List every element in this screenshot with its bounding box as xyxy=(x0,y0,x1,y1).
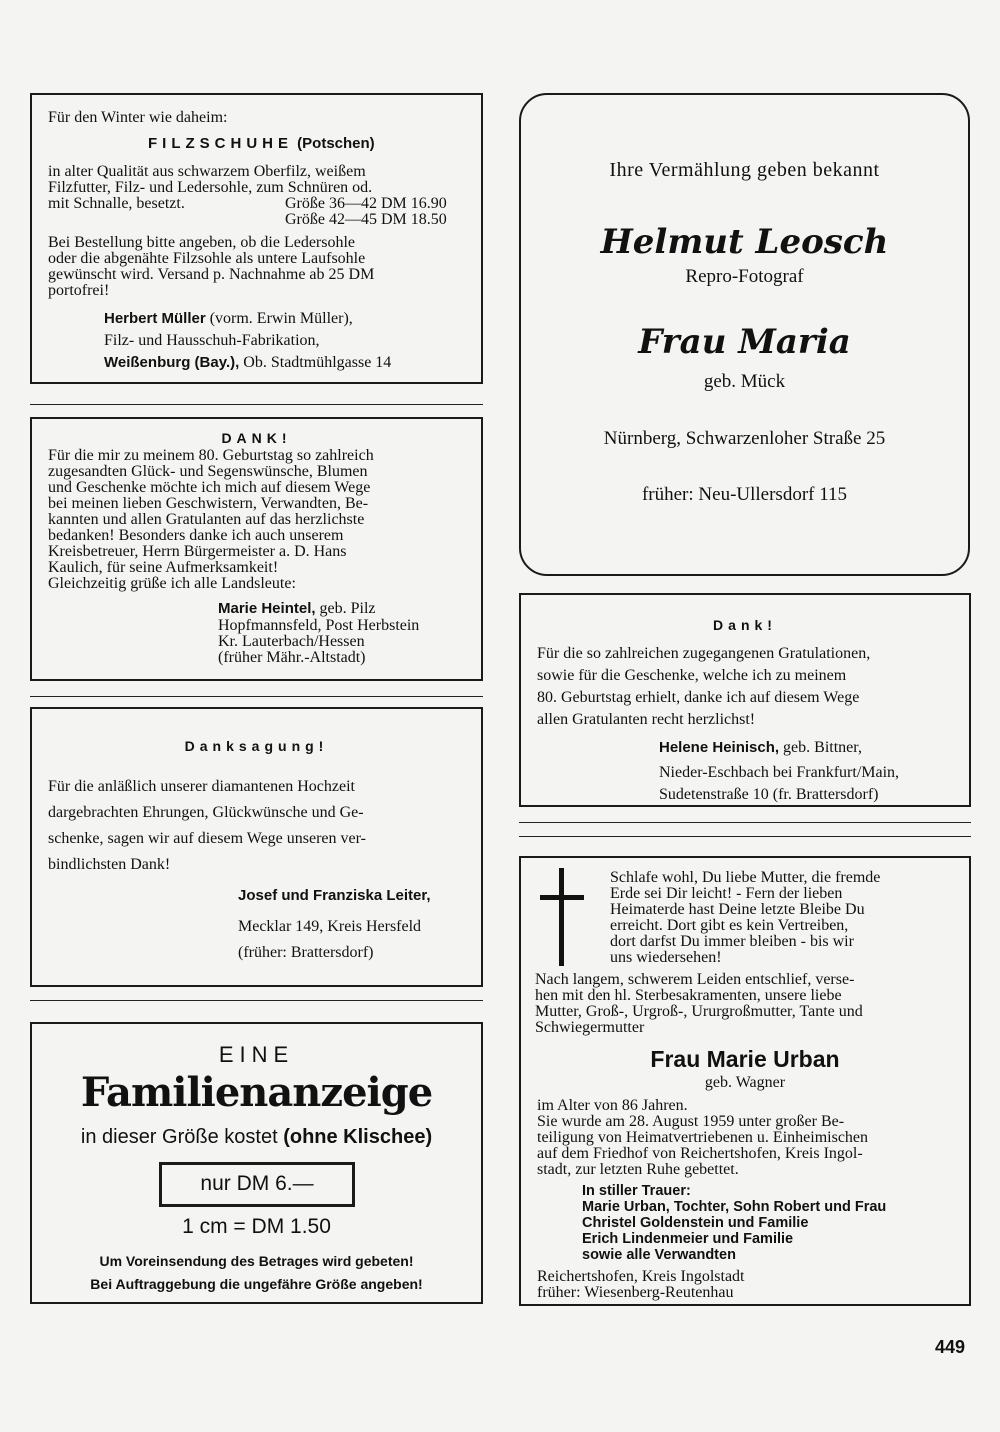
traueranzeige-mourners xyxy=(582,1183,886,1263)
vermaehlung-intro: Ihre Vermählung geben bekannt xyxy=(609,159,880,181)
dank-heinisch-sender-name: Helene Heinisch, xyxy=(659,739,780,756)
dank-heinisch-sender xyxy=(659,740,862,756)
traueranzeige-verse-line: erreicht. Dort gibt es kein Vertreiben, xyxy=(610,917,849,934)
traueranzeige-mourner-line: Christel Goldenstein und Familie xyxy=(582,1215,809,1231)
filzschuhe-order-note xyxy=(48,235,374,299)
traueranzeige-body2-line: im Alter von 86 Jahren. xyxy=(537,1097,688,1114)
divider xyxy=(30,696,483,697)
vermaehlung-former: früher: Neu-Ullersdorf 115 xyxy=(641,484,848,505)
traueranzeige-body-line: Mutter, Groß-, Urgroß-, Ururgroßmutter, Tante und xyxy=(535,1003,863,1020)
filzschuhe-product xyxy=(148,136,375,152)
dank-heintel-line: Kreisbetreuer, Herrn Bürgermeister a. D. Hans xyxy=(48,543,347,560)
familienanzeige-cost-a: in dieser Größe kostet xyxy=(80,1126,278,1148)
traueranzeige-body xyxy=(535,972,863,1036)
vermaehlung-groom-job: Repro-Fotograf xyxy=(685,266,804,287)
dank-heinisch-line: 80. Geburtstag erhielt, danke ich auf diesem Wege xyxy=(537,689,860,706)
traueranzeige-verse-line: Schlafe wohl, Du liebe Mutter, die fremde xyxy=(610,869,881,886)
dank-heintel-line: bedanken! Besonders danke ich auch unserem xyxy=(48,527,344,544)
familienanzeige-headline: Familienanzeige xyxy=(80,1069,433,1116)
dank-heintel-sender-rest: geb. Pilz xyxy=(319,600,376,617)
filzschuhe-note-line: Bei Bestellung bitte angeben, ob die Ledersohle xyxy=(48,234,356,251)
divider xyxy=(30,1000,483,1001)
dank-heintel-line: Für die mir zu meinem 80. Geburtstag so zahlreich xyxy=(48,447,374,464)
traueranzeige-body2-line: stadt, zur letzten Ruhe gebettet. xyxy=(537,1161,739,1178)
filzschuhe-seller xyxy=(104,311,353,327)
danksagung-line: bindlichsten Dank! xyxy=(48,856,171,873)
danksagung-title: Danksagung! xyxy=(184,738,329,754)
filzschuhe-note-line: gewünscht wird. Versand p. Nachnahme ab 25 DM xyxy=(48,266,375,283)
dank-heintel-line: zugesandten Glück- und Segenswünsche, Blumen xyxy=(48,463,368,480)
divider xyxy=(519,822,971,823)
traueranzeige-verse-line: Heimaterde hast Deine letzte Bleibe Du xyxy=(610,901,865,918)
dank-heinisch-body xyxy=(537,643,870,731)
dank-heintel-address-line: Hopfmannsfeld, Post Herbstein xyxy=(218,617,420,634)
page-number: 449 xyxy=(935,1337,966,1357)
dank-heinisch-address-line: Sudetenstraße 10 (fr. Brattersdorf) xyxy=(659,786,879,803)
dank-heinisch-sender-rest: geb. Bittner, xyxy=(783,739,862,756)
traueranzeige-verse xyxy=(610,870,880,966)
filzschuhe-street: Ob. Stadtmühlgasse 14 xyxy=(243,354,392,371)
dank-heintel-address xyxy=(218,618,419,666)
dank-heintel-line: und Geschenke möchte ich mich auf diesem Wege xyxy=(48,479,371,496)
filzschuhe-address xyxy=(104,355,391,371)
filzschuhe-company: Filz- und Hausschuh-Fabrikation, xyxy=(104,332,320,349)
traueranzeige-name: Frau Marie Urban xyxy=(650,1046,840,1072)
dank-heinisch-line: sowie für die Geschenke, welche ich zu meinem xyxy=(537,667,847,684)
dank-heinisch-address-line: Nieder-Eschbach bei Frankfurt/Main, xyxy=(659,764,900,781)
traueranzeige-body2-line: auf dem Friedhof von Reichertshofen, Kreis Ingol- xyxy=(537,1145,863,1162)
familienanzeige-cost-b: (ohne Klischee) xyxy=(283,1126,433,1148)
vermaehlung-address: Nürnberg, Schwarzenloher Straße 25 xyxy=(603,428,886,449)
danksagung-sender: Josef und Franziska Leiter, xyxy=(238,887,431,904)
dank-heinisch-line: allen Gratulanten recht herzlichst! xyxy=(537,711,756,728)
familienanzeige-price: nur DM 6.— xyxy=(200,1172,314,1195)
danksagung-address xyxy=(238,914,421,966)
danksagung-body xyxy=(48,774,366,878)
danksagung-line: Für die anläßlich unserer diamantenen Hochzeit xyxy=(48,778,355,795)
dank-heinisch-address xyxy=(659,762,899,806)
cross-icon-bar xyxy=(540,895,584,900)
filzschuhe-size-1: Größe 36—42 DM 16.90 xyxy=(285,195,447,212)
filzschuhe-seller-rest: (vorm. Erwin Müller), xyxy=(209,310,353,327)
divider xyxy=(519,836,971,837)
dank-heintel-title: DANK! xyxy=(221,430,292,446)
dank-heinisch-line: Für die so zahlreichen zugegangenen Gratulationen, xyxy=(537,645,871,662)
traueranzeige-verse-line: dort darfst Du immer bleiben - bis wir xyxy=(610,933,854,950)
traueranzeige-body-line: Schwiegermutter xyxy=(535,1019,645,1036)
vermaehlung-bride: Frau Maria xyxy=(638,322,851,362)
familienanzeige-eine: EINE xyxy=(218,1042,295,1067)
traueranzeige-place: Reichertshofen, Kreis Ingolstadt xyxy=(537,1268,745,1285)
traueranzeige-former: früher: Wiesenberg-Reutenhau xyxy=(537,1284,734,1301)
filzschuhe-note-line: oder die abgenähte Filzsohle als untere Laufsohle xyxy=(48,250,366,267)
filzschuhe-desc-line: Filzfutter, Filz- und Ledersohle, zum Schnüren od. xyxy=(48,179,373,196)
filzschuhe-size-2: Größe 42—45 DM 18.50 xyxy=(285,211,447,228)
filzschuhe-city: Weißenburg (Bay.), xyxy=(104,354,240,371)
filzschuhe-desc-line: mit Schnalle, besetzt. xyxy=(48,195,185,212)
filzschuhe-desc-line: in alter Qualität aus schwarzem Oberfilz, weißem xyxy=(48,163,366,180)
dank-heintel-line: kannten und allen Gratulanten auf das herzlichste xyxy=(48,511,365,528)
dank-heintel-address-line: (früher Mähr.-Altstadt) xyxy=(218,649,366,666)
vermaehlung-bride-born: geb. Mück xyxy=(703,371,786,392)
danksagung-line: schenke, sagen wir auf diesem Wege unseren ver- xyxy=(48,830,366,847)
traueranzeige-body2-line: Sie wurde am 28. August 1959 unter großer Be- xyxy=(537,1113,845,1130)
traueranzeige-body-line: Nach langem, schwerem Leiden entschlief, verse- xyxy=(535,971,855,988)
familienanzeige-per-cm: 1 cm = DM 1.50 xyxy=(182,1215,331,1238)
familienanzeige-note-1: Um Voreinsendung des Betrages wird gebeten! xyxy=(99,1253,414,1269)
familienanzeige-cost xyxy=(30,1126,483,1148)
divider xyxy=(30,404,483,405)
familienanzeige-note-2: Bei Auftraggebung die ungefähre Größe angeben! xyxy=(90,1276,423,1292)
dank-heintel-line: Gleichzeitig grüße ich alle Landsleute: xyxy=(48,575,296,592)
vermaehlung-groom: Helmut Leosch xyxy=(600,222,889,262)
dank-heintel-address-line: Kr. Lauterbach/Hessen xyxy=(218,633,365,650)
traueranzeige-verse-line: uns wiedersehen! xyxy=(610,949,722,966)
traueranzeige-body-line: hen mit den hl. Sterbesakramenten, unsere liebe xyxy=(535,987,842,1004)
filzschuhe-seller-name: Herbert Müller xyxy=(104,310,206,327)
dank-heintel-line: bei meinen lieben Geschwistern, Verwandten, Be- xyxy=(48,495,369,512)
traueranzeige-mourner-line: sowie alle Verwandten xyxy=(582,1247,736,1263)
traueranzeige-mourner-line: Marie Urban, Tochter, Sohn Robert und Frau xyxy=(582,1199,887,1215)
danksagung-line: dargebrachten Ehrungen, Glückwünsche und Ge- xyxy=(48,804,364,821)
filzschuhe-product-sub: (Potschen) xyxy=(297,135,375,152)
traueranzeige-verse-line: Erde sei Dir leicht! - Fern der lieben xyxy=(610,885,843,902)
traueranzeige-born: geb. Wagner xyxy=(704,1074,786,1091)
filzschuhe-note-line: portofrei! xyxy=(48,282,110,299)
danksagung-address-line: (früher: Brattersdorf) xyxy=(238,944,374,961)
dank-heintel-line: Kaulich, für seine Aufmerksamkeit! xyxy=(48,559,279,576)
dank-heintel-body xyxy=(48,448,374,592)
cross-icon xyxy=(559,868,564,966)
traueranzeige-body2-line: teiligung von Heimatvertriebenen u. Einheimischen xyxy=(537,1129,869,1146)
traueranzeige-mourner-line: Erich Lindenmeier und Familie xyxy=(582,1231,794,1247)
danksagung-address-line: Mecklar 149, Kreis Hersfeld xyxy=(238,918,422,935)
dank-heinisch-title: Dank! xyxy=(713,617,777,633)
traueranzeige-mourner-line: In stiller Trauer: xyxy=(582,1183,691,1199)
traueranzeige-body-2 xyxy=(537,1098,868,1178)
filzschuhe-intro: Für den Winter wie daheim: xyxy=(48,109,228,126)
dank-heintel-sender xyxy=(218,601,376,617)
filzschuhe-product-name: FILZSCHUHE xyxy=(148,135,293,152)
dank-heintel-sender-name: Marie Heintel, xyxy=(218,600,316,617)
